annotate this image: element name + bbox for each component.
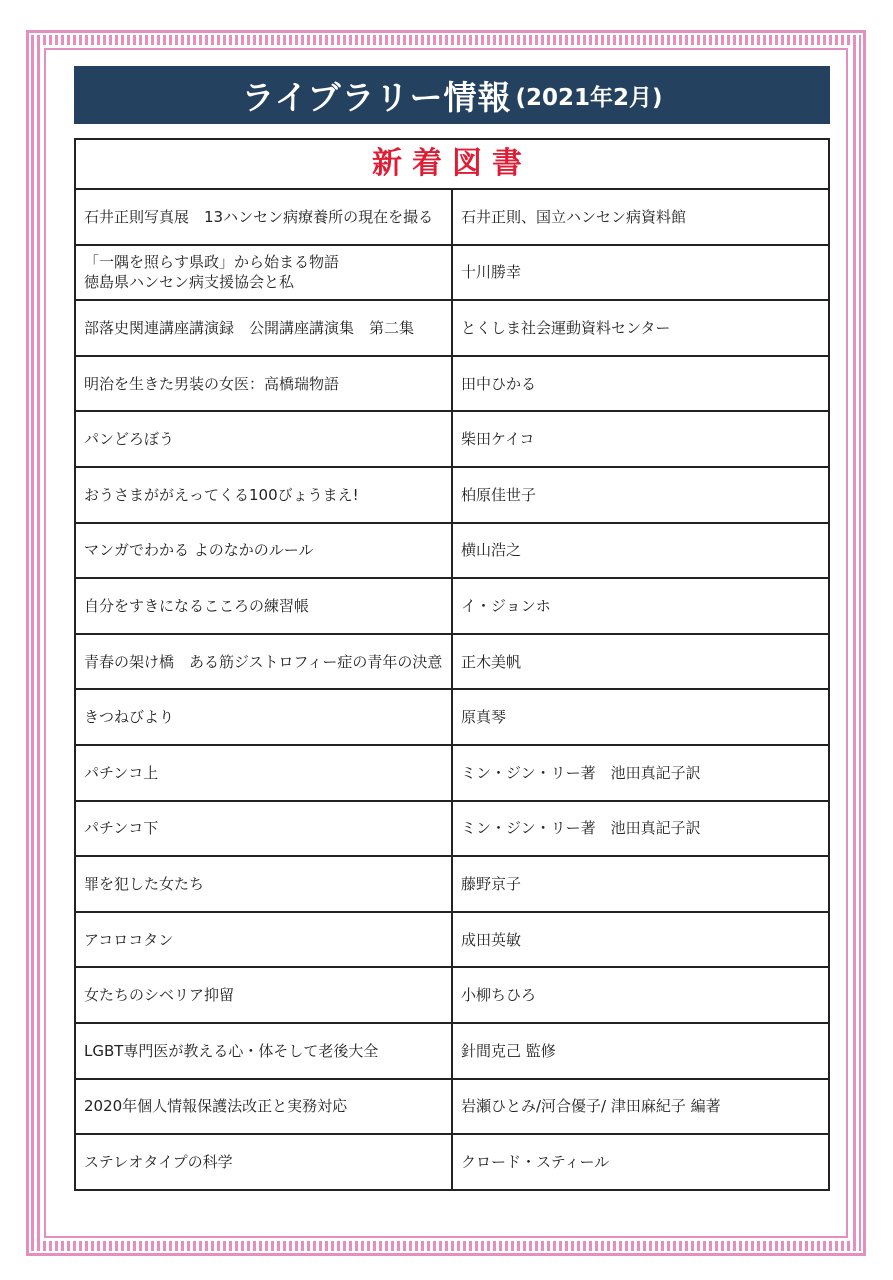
table-row (75, 523, 829, 579)
table-row (75, 1134, 829, 1190)
book-author: 田中ひかる (452, 356, 829, 412)
table-row (75, 912, 829, 968)
book-title: 部落史関連講座講演録 公開講座講演集 第二集 (75, 300, 452, 356)
table-row (75, 1079, 829, 1135)
book-author: クロード・スティール (452, 1134, 829, 1190)
book-title: マンガでわかる よのなかのルール (75, 523, 452, 579)
book-author: 藤野京子 (452, 856, 829, 912)
book-title: LGBT専門医が教える心・体そして老後大全 (75, 1023, 452, 1079)
book-title: 女たちのシベリア抑留 (75, 967, 452, 1023)
book-author: 原真琴 (452, 689, 829, 745)
book-author: 正木美帆 (452, 634, 829, 690)
book-author: 横山浩之 (452, 523, 829, 579)
book-title: 自分をすきになるこころの練習帳 (75, 578, 452, 634)
table-heading-row (75, 139, 829, 189)
book-author: 石井正則、国立ハンセン病資料館 (452, 189, 829, 245)
book-title: パチンコ上 (75, 745, 452, 801)
table-row (75, 300, 829, 356)
new-books-table (74, 138, 830, 1191)
book-author: 岩瀬ひとみ/河合優子/ 津田麻紀子 編著 (452, 1079, 829, 1135)
table-row (75, 189, 829, 245)
table-row (75, 1023, 829, 1079)
section-heading: 新着図書 (75, 139, 829, 189)
table-row (75, 467, 829, 523)
book-author: 十川勝幸 (452, 245, 829, 301)
book-title: パンどろぼう (75, 411, 452, 467)
book-title: 2020年個人情報保護法改正と実務対応 (75, 1079, 452, 1135)
book-title: アコロコタン (75, 912, 452, 968)
book-title: 「一隅を照らす県政」から始まる物語 徳島県ハンセン病支援協会と私 (75, 245, 452, 301)
book-author: とくしま社会運動資料センター (452, 300, 829, 356)
book-author: 小柳ちひろ (452, 967, 829, 1023)
book-author: ミン・ジン・リー著 池田真記子訳 (452, 801, 829, 857)
book-title: パチンコ下 (75, 801, 452, 857)
page-title: ライブラリー情報 (241, 77, 512, 117)
title-bar (74, 66, 830, 124)
book-title: 罪を犯した女たち (75, 856, 452, 912)
book-title: きつねびより (75, 689, 452, 745)
book-author: イ・ジョンホ (452, 578, 829, 634)
book-title: 石井正則写真展 13ハンセン病療養所の現在を撮る (75, 189, 452, 245)
page-date: (2021年2月) (515, 84, 663, 111)
book-author: 針間克己 監修 (452, 1023, 829, 1079)
book-author: ミン・ジン・リー著 池田真記子訳 (452, 745, 829, 801)
table-row (75, 634, 829, 690)
table-row (75, 578, 829, 634)
book-title: 青春の架け橋 ある筋ジストロフィー症の青年の決意 (75, 634, 452, 690)
table-row (75, 689, 829, 745)
book-author: 成田英敏 (452, 912, 829, 968)
book-author: 柴田ケイコ (452, 411, 829, 467)
table-row (75, 967, 829, 1023)
book-author: 柏原佳世子 (452, 467, 829, 523)
book-title: おうさまががえってくる100びょうまえ! (75, 467, 452, 523)
book-title: ステレオタイプの科学 (75, 1134, 452, 1190)
table-row (75, 801, 829, 857)
table-row (75, 411, 829, 467)
book-title: 明治を生きた男装の女医：高橋瑞物語 (75, 356, 452, 412)
table-row (75, 745, 829, 801)
table-row (75, 245, 829, 301)
table-row (75, 356, 829, 412)
table-row (75, 856, 829, 912)
